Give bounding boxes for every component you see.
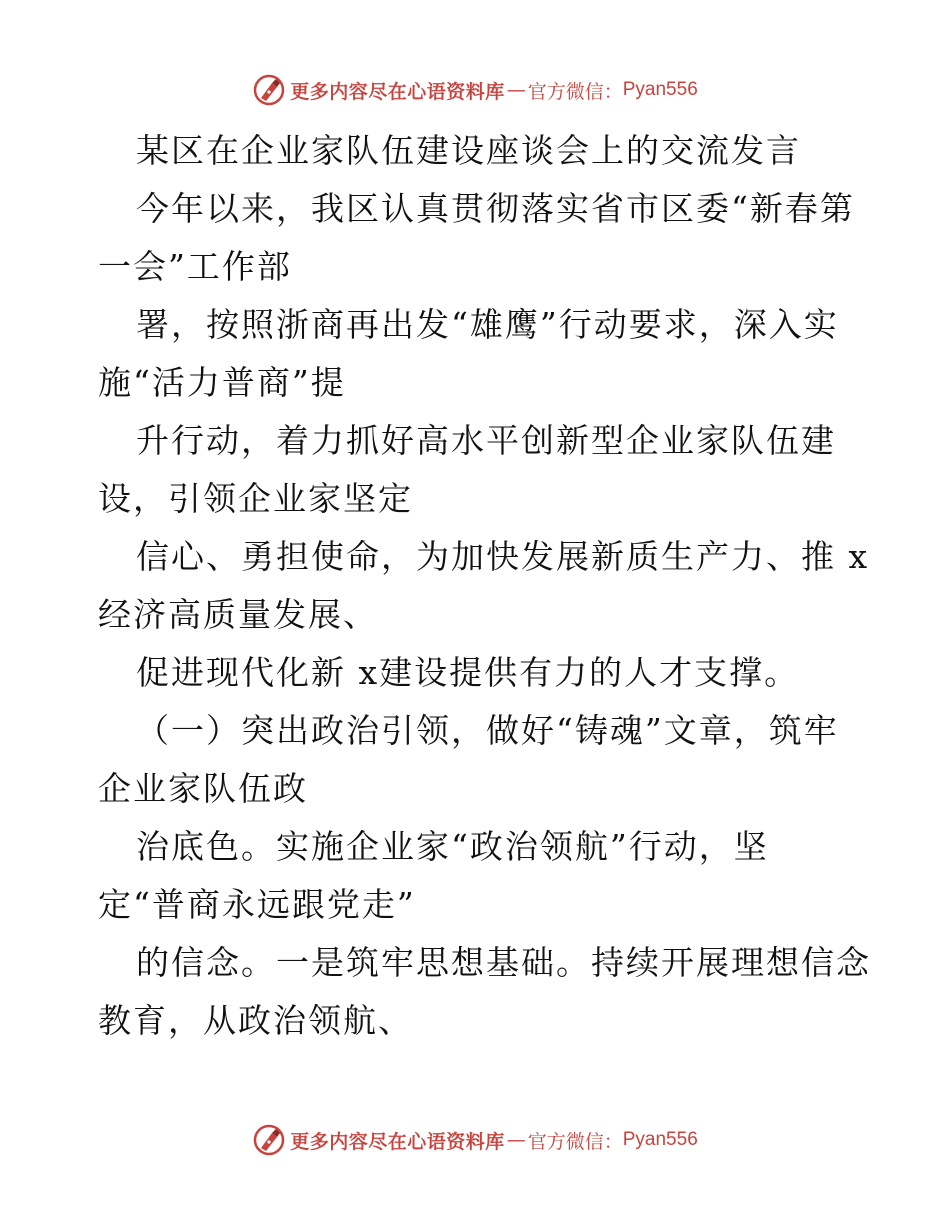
watermark-label: 官方微信： xyxy=(527,80,623,103)
watermark-wechat-id: Pyan556 xyxy=(622,1129,698,1150)
paragraph-line: 定“普商永远跟党走” xyxy=(98,885,416,924)
paragraph-line: 促进现代化新 x建设提供有力的人才支撑。 xyxy=(136,653,800,692)
paragraph-line: 一会”工作部 xyxy=(98,247,292,286)
watermark-wechat-id: Pyan556 xyxy=(622,79,698,100)
watermark-dash: — xyxy=(506,79,526,101)
document-title: 某区在企业家队伍建设座谈会上的交流发言 xyxy=(136,131,801,170)
paragraph-line: 今年以来，我区认真贯彻落实省市区委“新春第 xyxy=(136,189,855,228)
paragraph-line: 升行动，着力抓好高水平创新型企业家队伍建 xyxy=(136,421,836,460)
paragraph-line: 治底色。实施企业家“政治领航”行动，坚 xyxy=(136,827,769,866)
paragraph-line: 设，引领企业家坚定 xyxy=(98,479,413,518)
watermark-site-text: 更多内容尽在心语资料库 xyxy=(290,80,505,103)
pen-nib-logo-icon xyxy=(252,73,286,107)
paragraph-line: 施“活力普商”提 xyxy=(98,363,346,402)
paragraph-line: 企业家队伍政 xyxy=(98,769,308,808)
paragraph-line: 教育，从政治领航、 xyxy=(98,1001,413,1040)
watermark-dash: — xyxy=(506,1129,526,1151)
paragraph-line: 经济高质量发展、 xyxy=(98,595,378,634)
document-body xyxy=(98,122,871,1050)
pen-nib-logo-icon xyxy=(252,1123,286,1157)
paragraph-line: 署，按照浙商再出发“雄鹰”行动要求，深入实 xyxy=(136,305,839,344)
header-watermark xyxy=(0,70,950,110)
watermark-site-text: 更多内容尽在心语资料库 xyxy=(290,1130,505,1153)
footer-watermark xyxy=(0,1120,950,1160)
paragraph-line: （一）突出政治引领，做好“铸魂”文章，筑牢 xyxy=(136,711,839,750)
paragraph-line: 的信念。一是筑牢思想基础。持续开展理想信念 xyxy=(136,943,871,982)
paragraph-line: 信心、勇担使命，为加快发展新质生产力、推 x xyxy=(136,537,870,576)
watermark-label: 官方微信： xyxy=(527,1130,623,1153)
